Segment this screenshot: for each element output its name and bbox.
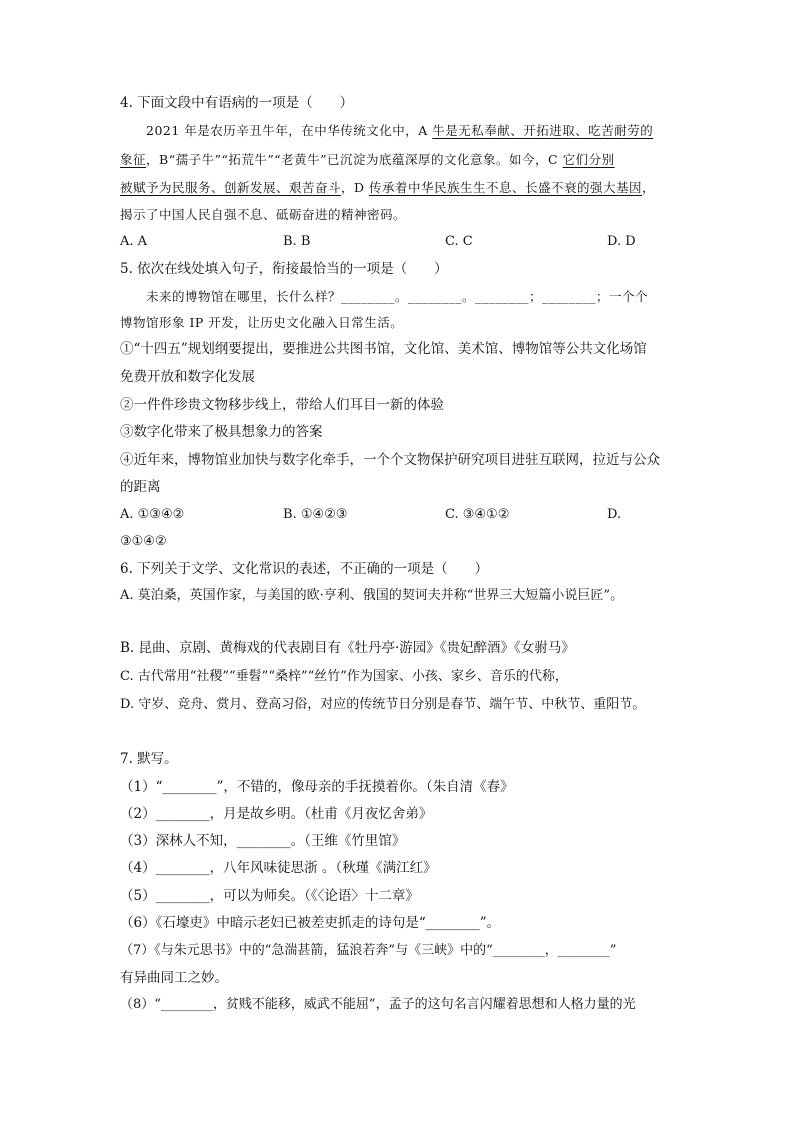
q7-item-3: （3）深林人不知，________。（王维《竹里馆》 [120, 833, 406, 849]
q4-underlined-d: 传承着中华民族生生不息、长盛不衰的强大基因 [369, 180, 643, 195]
q5-option-a[interactable]: A. ①③④② [120, 507, 185, 522]
q4-underlined-a: 牛是无私奉献、开拓进取、吃苦耐劳的 [432, 123, 654, 138]
q5-passage-line1: 未来的博物馆在哪里，长什么样？________。________。________；________；一个个 [146, 289, 649, 304]
q4-option-b[interactable]: B. B [283, 234, 311, 249]
q5-option-d[interactable]: D. [607, 507, 622, 522]
q5-option-b[interactable]: B. ①④②③ [283, 507, 348, 522]
q6-option-b[interactable]: B. 昆曲、京剧、黄梅戏的代表剧目有《牡丹亭·游园》《贵妃醉酒》《女驸马》 [120, 640, 575, 656]
q4-passage-line2 [120, 150, 615, 170]
q5-option-d-text: ③①④② [120, 534, 167, 549]
q5-sentence-3: ③数字化带来了极具想象力的答案 [120, 424, 323, 440]
q5-passage-line2: 博物馆形象 IP 开发，让历史文化融入日常生活。 [120, 315, 404, 330]
q5-sentence-1-cont: 免费开放和数字化发展 [120, 369, 255, 385]
q6-option-a[interactable]: A. 莫泊桑，英国作家，与美国的欧·亨利、俄国的契诃夫并称“世界三大短篇小说巨匠”。 [120, 588, 624, 603]
q4-text: ，B“孺子牛”“拓荒牛”“老黄牛”已沉淀为底蕴深厚的文化意象。如今，C [146, 152, 563, 167]
q4-stem: 4. 下面文段中有语病的一项是（ ） [120, 95, 354, 111]
q4-underlined-a-cont: 象征 [120, 152, 147, 167]
q4-option-a[interactable]: A. A [120, 234, 148, 249]
q5-sentence-4-cont: 的距离 [120, 479, 161, 495]
q4-text: ，D [341, 180, 370, 195]
q5-sentence-1: ①“十四五”规划纲要提出，要推进公共图书馆，文化馆、美术馆、博物馆等公共文化场馆 [120, 341, 647, 357]
q5-option-c[interactable]: C. ③④①② [445, 507, 510, 522]
q4-passage-line3 [120, 178, 655, 198]
q7-item-6: （6）《石壕吏》中暗示老妇已被差吏抓走的诗句是“________”。 [120, 915, 501, 931]
q4-text: 2021 年是农历辛丑牛年，在中华传统文化中，A [146, 123, 433, 138]
q4-underlined-c-cont: 被赋予为民服务、创新发展、艰苦奋斗 [120, 180, 342, 195]
q4-option-c[interactable]: C. C [445, 234, 473, 249]
q5-sentence-2: ②一件件珍贵文物移步线上，带给人们耳目一新的体验 [120, 397, 444, 413]
q4-underlined-c: 它们分别 [562, 152, 615, 167]
q7-item-2: （2）________，月是故乡明。（杜甫《月夜忆舍弟》 [120, 806, 433, 822]
q4-passage-line1 [146, 121, 653, 141]
q6-stem: 6. 下列关于文学、文化常识的表述，不正确的一项是（ ） [120, 561, 489, 577]
q7-item-5: （5）________，可以为师矣。（《〈论语〉十二章》 [120, 888, 419, 904]
q7-item-1: （1）“________”，不错的，像母亲的手抚摸着你。（朱自清《春》 [120, 779, 514, 795]
q4-text: ， [642, 180, 656, 195]
q7-item-7-cont: 有异曲同工之妙。 [120, 970, 228, 986]
q5-stem: 5. 依次在线处填入句子，衔接最恰当的一项是（ ） [120, 261, 448, 277]
q6-option-d[interactable]: D. 守岁、竞舟、赏月、登高习俗，对应的传统节日分别是春节、端午节、中秋节、重阳节。 [120, 697, 646, 712]
q7-item-7: （7）《与朱元思书》中的“急湍甚箭，猛浪若奔”与《三峡》中的“________，________” [120, 943, 617, 958]
q7-item-4: （4）________，八年风味徒思浙 。（秋瑾《满江红》 [120, 860, 437, 876]
q5-sentence-4: ④近年来，博物馆业加快与数字化牵手，一个个文物保护研究项目进驻互联网，拉近与公众 [120, 452, 660, 468]
q4-option-d[interactable]: D. D [607, 234, 636, 249]
q7-stem: 7. 默写。 [120, 751, 178, 767]
q7-item-8: （8）“________，贫贱不能移，威武不能屈”，孟子的这句名言闪耀着思想和人格力量的光 [120, 997, 636, 1012]
q4-passage-line4: 揭示了中国人民自强不息、砥砺奋进的精神密码。 [120, 207, 407, 222]
q6-option-c[interactable]: C. 古代常用“社稷”“垂髫”“桑梓”“丝竹”作为国家、小孩、家乡、音乐的代称， [120, 669, 568, 684]
